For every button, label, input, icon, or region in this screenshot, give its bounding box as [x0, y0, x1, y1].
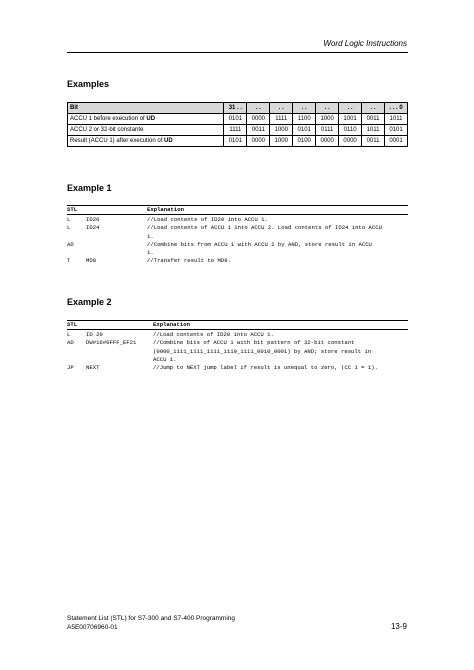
bit-header-cell: . .	[339, 103, 362, 114]
bit-cell: 0000	[316, 136, 339, 147]
bit-header-cell: . .	[362, 103, 385, 114]
bit-cell: 1111	[224, 125, 247, 136]
instruction	[67, 249, 86, 257]
operand	[86, 241, 147, 249]
code-line	[67, 339, 408, 347]
bit-header-cell: 31 . .	[224, 103, 247, 114]
bit-cell: 1000	[270, 125, 293, 136]
stl-column-header: STL	[67, 206, 78, 213]
comment: //Transfer result to MD8.	[147, 257, 231, 265]
comment: (0000_1111_1111_1111_1110_1111_0010_0001) by AND; store result in	[153, 347, 372, 355]
footer-text	[67, 614, 235, 632]
row-label-text: Result (ACCU 1) after execution of	[70, 138, 165, 144]
instruction: L	[67, 216, 71, 224]
instruction: AD	[67, 240, 74, 248]
row-label-text: ACCU 2 or 32-bit constante	[70, 127, 144, 133]
row-label-bold: UD	[146, 116, 156, 122]
comment: ACCU 1.	[153, 355, 177, 363]
bit-cell: 1000	[316, 114, 339, 125]
example1-heading: Example 1	[67, 183, 112, 193]
example1-header-rule	[67, 214, 408, 215]
comment: //Load contents of ID20 into ACCU 1.	[153, 331, 274, 339]
bit-cell: 0000	[339, 136, 362, 147]
code-line	[67, 356, 408, 364]
footer-manual-title: Statement List (STL) for S7-300 and S7-400 Programming	[67, 615, 235, 622]
instruction: T	[67, 257, 71, 265]
example2-code-block	[67, 321, 408, 372]
operand	[86, 249, 147, 257]
bit-cell: 1000	[270, 136, 293, 147]
operand: ID24	[86, 224, 100, 232]
bit-cell: 0101	[384, 125, 407, 136]
bit-table-header-row	[68, 103, 408, 114]
row-label-text: ACCU 1 before execution of	[70, 116, 147, 122]
bit-cell: 1111	[270, 114, 293, 125]
bit-header-cell: . . . 0	[384, 103, 407, 114]
explanation-column-header: Explanation	[153, 321, 190, 328]
bit-header-cell: Bit	[68, 103, 224, 114]
instruction	[67, 356, 86, 364]
bit-header-cell: . .	[293, 103, 316, 114]
running-header: Word Logic Instructions	[323, 39, 407, 48]
bit-cell: 1001	[339, 114, 362, 125]
comment: //Jump to NEXT jump label if result is unequal to zero, (CC 1 = 1).	[153, 364, 378, 372]
operand-column-header	[86, 321, 153, 329]
comment: //Combine bits from ACCU 1 with ACCU 2 by AND, store result in ACCU	[147, 240, 372, 248]
row-label	[68, 114, 224, 125]
operand: NEXT	[86, 364, 100, 372]
example1-header-row	[67, 206, 408, 214]
bit-cell: 0101	[293, 125, 316, 136]
instruction	[67, 233, 86, 241]
comment: //Load contents of ID20 into ACCU 1.	[147, 216, 268, 224]
instruction: L	[67, 224, 71, 232]
operand-column-header	[86, 206, 147, 214]
operand: ID20	[86, 216, 100, 224]
comment: 1.	[147, 249, 154, 257]
bit-cell: 0011	[362, 136, 385, 147]
comment: 1.	[147, 232, 154, 240]
bit-header-cell: . .	[247, 103, 270, 114]
bit-table-row	[68, 125, 408, 136]
code-line	[67, 249, 408, 257]
operand	[86, 233, 147, 241]
operand: ID 20	[86, 331, 103, 339]
instruction: L	[67, 331, 71, 339]
bit-cell: 0101	[224, 114, 247, 125]
code-line	[67, 241, 408, 249]
instruction: AD	[67, 339, 74, 347]
bit-cell: 1100	[293, 114, 316, 125]
bit-cell: 0000	[247, 114, 270, 125]
bit-cell: 0011	[247, 125, 270, 136]
footer-document-number: A5E00706960-01	[67, 624, 118, 631]
bit-table-row	[68, 114, 408, 125]
code-line	[67, 233, 408, 241]
operand	[86, 356, 153, 364]
bit-header-cell: . .	[316, 103, 339, 114]
example1-code-block	[67, 206, 408, 265]
code-line	[67, 224, 408, 232]
comment: //Combine bits of ACCU 1 with bit pattern of 32-bit constant	[153, 339, 355, 347]
example2-heading: Example 2	[67, 297, 112, 307]
bit-cell: 0110	[339, 125, 362, 136]
example2-header-rule	[67, 329, 408, 330]
row-label	[68, 125, 224, 136]
bit-cell: 0000	[247, 136, 270, 147]
explanation-column-header: Explanation	[147, 206, 184, 213]
code-line	[67, 331, 408, 339]
code-line	[67, 348, 408, 356]
comment: //Load contents of ACCU 1 into ACCU 2. Load contents of ID24 into ACCU	[147, 224, 382, 232]
bit-cell: 0111	[316, 125, 339, 136]
header-rule	[67, 52, 408, 53]
stl-column-header: STL	[67, 321, 78, 328]
bit-cell: 1011	[384, 114, 407, 125]
code-line	[67, 364, 408, 372]
operand	[86, 348, 153, 356]
examples-heading: Examples	[67, 79, 110, 89]
row-label	[68, 136, 224, 147]
row-label-bold: UD	[164, 138, 173, 144]
bit-cell: 1011	[362, 125, 385, 136]
example2-header-row	[67, 321, 408, 329]
instruction	[67, 348, 86, 356]
bit-table	[67, 102, 408, 147]
bit-cell: 0011	[362, 114, 385, 125]
instruction: JP	[67, 364, 74, 372]
bit-table-row	[68, 136, 408, 147]
operand: DW#16#0FFF_EF21	[86, 339, 137, 347]
code-line	[67, 257, 408, 265]
bit-cell: 0001	[384, 136, 407, 147]
bit-cell: 0100	[293, 136, 316, 147]
bit-cell: 0101	[224, 136, 247, 147]
code-line	[67, 216, 408, 224]
bit-header-cell: . .	[270, 103, 293, 114]
operand: MD8	[86, 257, 97, 265]
page-number: 13-9	[390, 622, 407, 631]
